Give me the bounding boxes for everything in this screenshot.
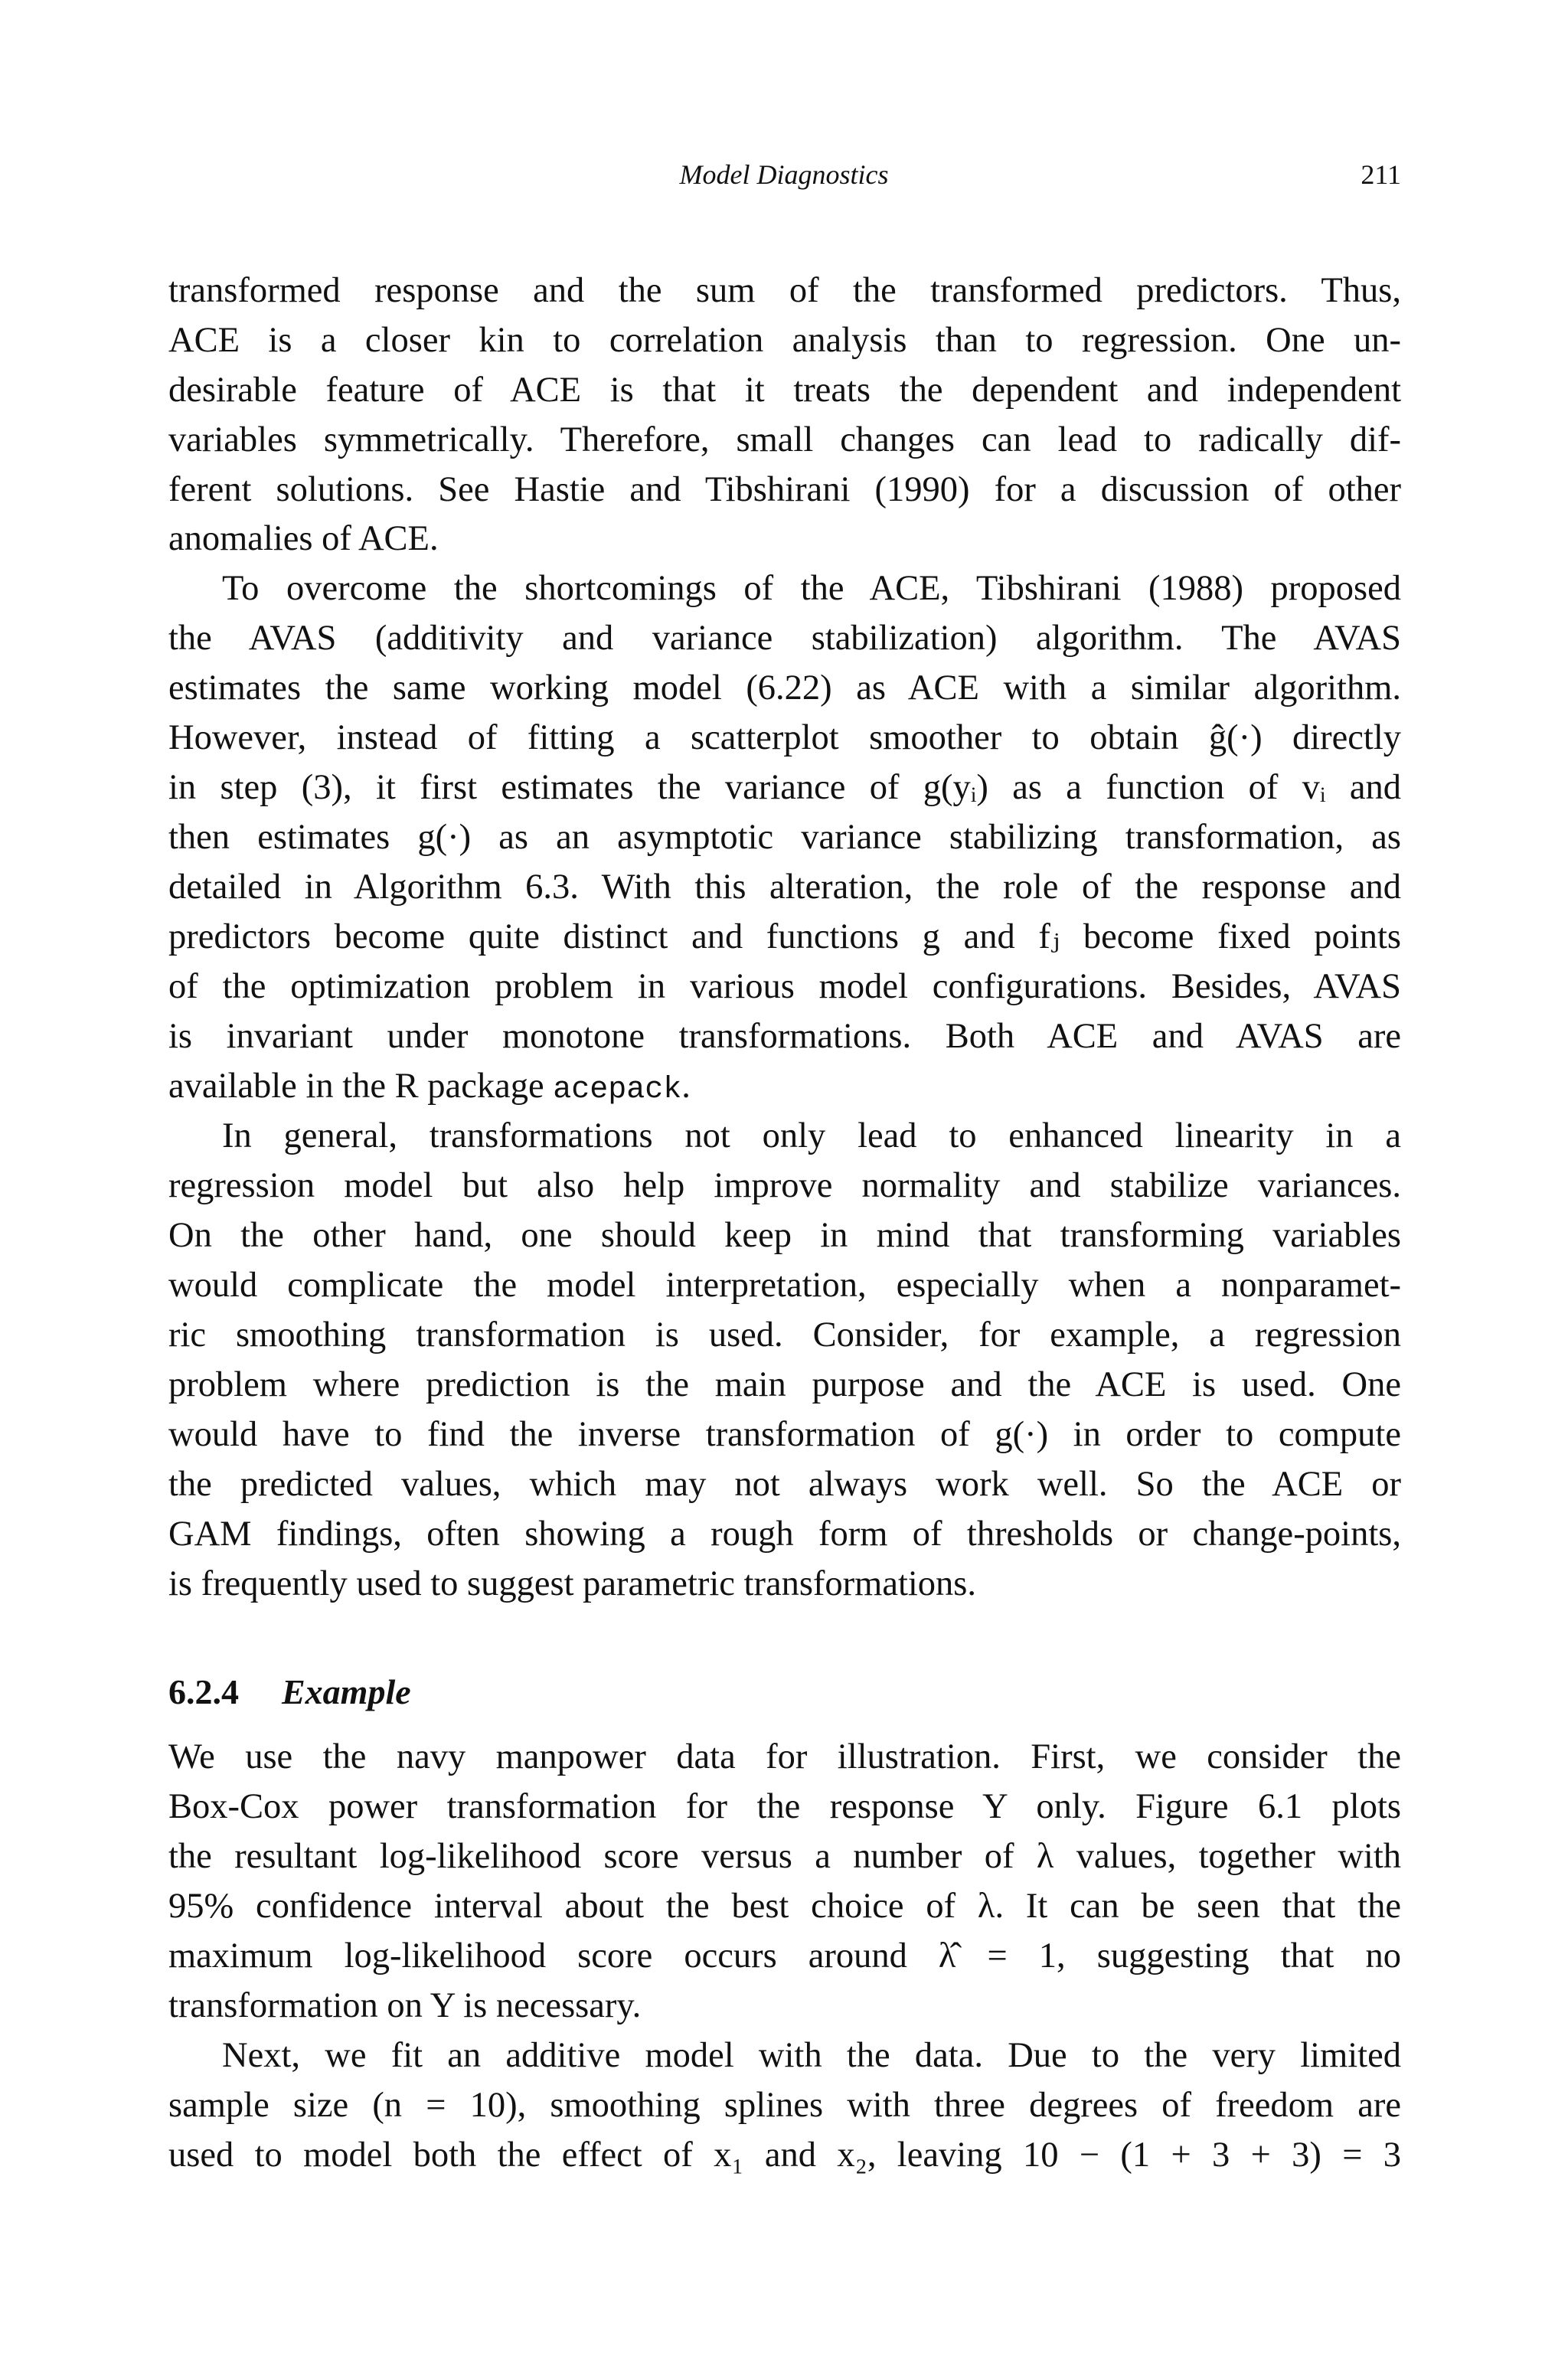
text-line: maximum log-likelihood score occurs around λ̂ = 1, suggesting that no [168, 1936, 1401, 1975]
text-line: problem where prediction is the main purpose and the ACE is used. One [168, 1365, 1401, 1404]
text-line: available in the R package acepack. [168, 1067, 691, 1107]
text-line: GAM findings, often showing a rough form of thresholds or change-points, [168, 1515, 1401, 1554]
section-title: Example [282, 1672, 411, 1711]
text-line: desirable feature of ACE is that it treats the dependent and independent [168, 371, 1401, 410]
text-line: then estimates g(·) as an asymptotic variance stabilizing transformation, as [168, 818, 1401, 857]
text-line: is invariant under monotone transformations. Both ACE and AVAS are [168, 1017, 1401, 1056]
text-line: is frequently used to suggest parametric transformations. [168, 1564, 977, 1603]
text-line: We use the navy manpower data for illustration. First, we consider the [168, 1737, 1401, 1776]
code-package-name: acepack [553, 1073, 682, 1107]
running-head-title: Model Diagnostics [679, 159, 889, 190]
text-line: would have to find the inverse transformation of g(·) in order to compute [168, 1415, 1401, 1454]
text-line: To overcome the shortcomings of the ACE, Tibshirani (1988) proposed [222, 569, 1401, 608]
text-line: regression model but also help improve normality and stabilize variances. [168, 1166, 1401, 1205]
text-line: used to model both the effect of x₁ and x₂, leaving 10 − (1 + 3 + 3) = 3 [168, 2136, 1401, 2175]
text-line: anomalies of ACE. [168, 519, 439, 558]
text-line: sample size (n = 10), smoothing splines with three degrees of freedom are [168, 2086, 1401, 2125]
text-line: estimates the same working model (6.22) as ACE with a similar algorithm. [168, 668, 1401, 708]
text-line: predictors become quite distinct and functions g and fⱼ become fixed points [168, 917, 1401, 956]
text-line: in step (3), it first estimates the variance of g(yᵢ) as a function of vᵢ and [168, 768, 1401, 807]
section-number: 6.2.4 [168, 1672, 239, 1711]
page-number: 211 [1361, 159, 1401, 190]
text-line: the resultant log-likelihood score versus a number of λ values, together with [168, 1837, 1401, 1876]
text-line: Box-Cox power transformation for the response Y only. Figure 6.1 plots [168, 1787, 1401, 1826]
text-line: 95% confidence interval about the best choice of λ. It can be seen that the [168, 1887, 1401, 1926]
text-line: ACE is a closer kin to correlation analysis than to regression. One un- [168, 321, 1401, 360]
text-line: the AVAS (additivity and variance stabilization) algorithm. The AVAS [168, 619, 1401, 658]
text-line: Next, we fit an additive model with the data. Due to the very limited [222, 2036, 1401, 2075]
section-heading [168, 1669, 411, 1715]
text-line: would complicate the model interpretation, especially when a nonparamet- [168, 1266, 1401, 1305]
text-line: the predicted values, which may not always work well. So the ACE or [168, 1465, 1401, 1504]
text-line: transformation on Y is necessary. [168, 1986, 642, 2025]
text-line: ric smoothing transformation is used. Consider, for example, a regression [168, 1315, 1401, 1355]
text-line: transformed response and the sum of the transformed predictors. Thus, [168, 271, 1401, 310]
text-line: variables symmetrically. Therefore, small changes can lead to radically dif- [168, 420, 1401, 459]
text-line: On the other hand, one should keep in mind that transforming variables [168, 1216, 1401, 1255]
text-line: ferent solutions. See Hastie and Tibshirani (1990) for a discussion of other [168, 470, 1401, 509]
text-line: However, instead of fitting a scatterplot smoother to obtain ĝ(·) directly [168, 718, 1401, 757]
text-line: of the optimization problem in various model configurations. Besides, AVAS [168, 967, 1401, 1006]
text-line: In general, transformations not only lead to enhanced linearity in a [222, 1116, 1401, 1155]
text-line: detailed in Algorithm 6.3. With this alteration, the role of the response and [168, 868, 1401, 907]
